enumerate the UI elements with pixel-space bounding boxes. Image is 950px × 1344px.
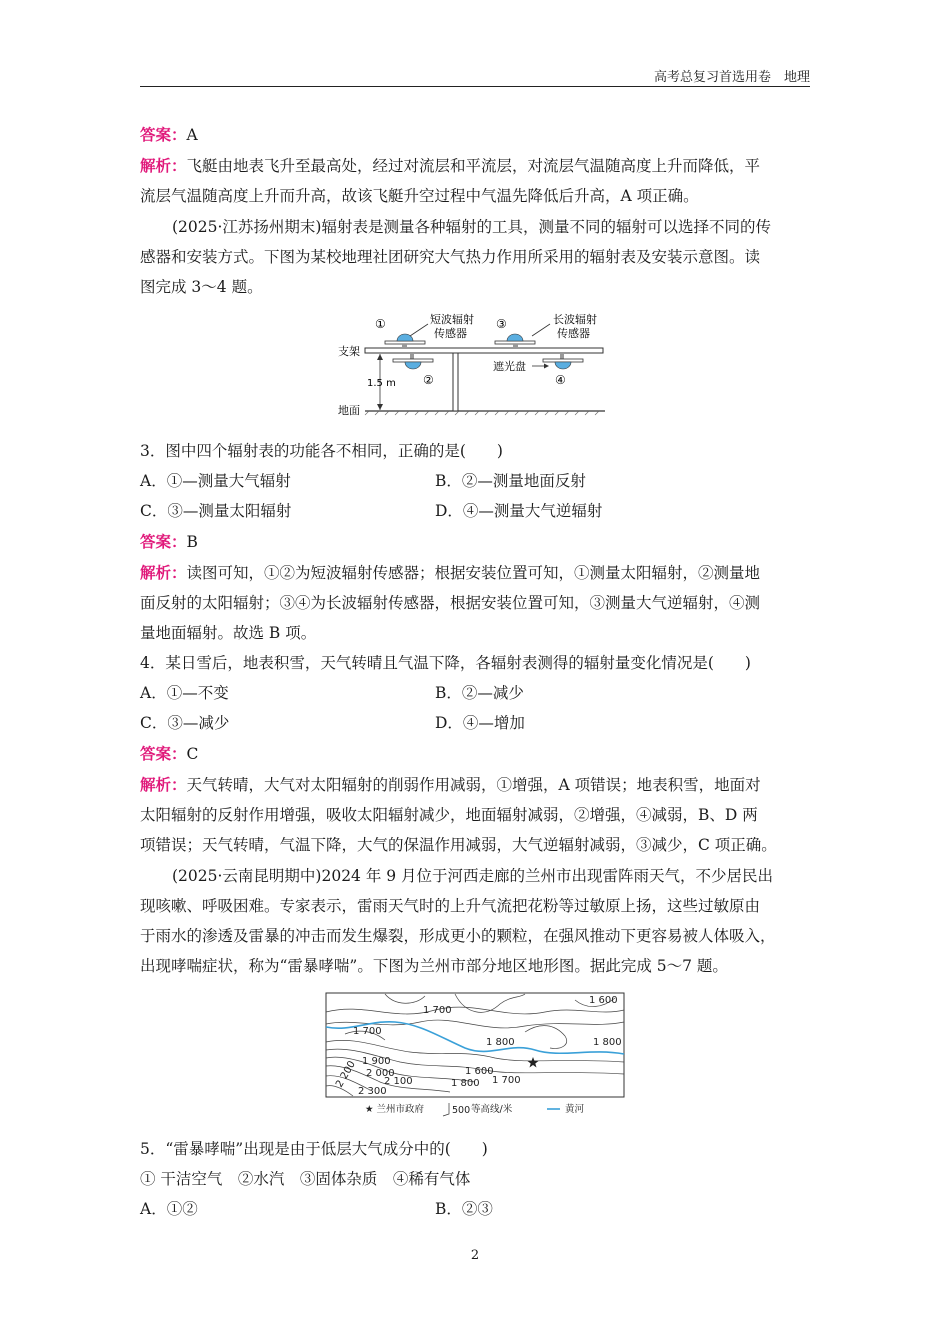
label-height: 1.5 m: [367, 378, 396, 389]
label-n2: ②: [423, 373, 434, 387]
label-short-1: 短波辐射: [430, 313, 474, 326]
legend-river-label: 黄河: [565, 1104, 585, 1115]
ground-hatching: [365, 411, 599, 415]
contour-label: 2 100: [384, 1076, 413, 1087]
legend-contour-label: 等高线/米: [471, 1104, 513, 1115]
meter-2-icon: [393, 353, 433, 369]
label-long-1: 长波辐射: [553, 313, 597, 326]
page-header: [140, 66, 810, 87]
q3-analysis-line: 面反射的太阳辐射；③④为长波辐射传感器，根据安装位置可知，③测量大气逆辐射，④测: [140, 594, 761, 612]
label-short-2: 传感器: [434, 327, 467, 340]
meter-3-icon: [495, 334, 535, 348]
intro2-line: 于雨水的渗透及雷暴的冲击而发生爆裂，形成更小的颗粒，在强风推动下更容易被人体吸入，: [140, 927, 776, 945]
label-n3: ③: [496, 317, 507, 331]
contour-label: 1 600: [465, 1066, 494, 1077]
q3-option-d[interactable]: D．④—测量大气逆辐射: [435, 502, 603, 520]
q2-answer: 答案：A: [140, 125, 198, 144]
radiation-meter-figure: [335, 308, 610, 416]
contour-label: 1 600: [589, 995, 618, 1006]
contour-label: 1 700: [353, 1026, 382, 1037]
contour-label: 1 800: [593, 1037, 622, 1048]
arrow-short: [410, 324, 428, 336]
arrow-long: [532, 324, 550, 336]
q3-option-b[interactable]: B．②—测量地面反射: [435, 472, 586, 490]
q4-option-a[interactable]: A．①—不变: [140, 684, 229, 702]
label-n4: ④: [555, 373, 566, 387]
q3-option-c[interactable]: C．③—测量太阳辐射: [140, 502, 292, 520]
contour-label: 1 800: [486, 1037, 515, 1048]
q4-option-d[interactable]: D．④—增加: [435, 714, 525, 732]
contour-label: 2 200: [334, 1059, 358, 1090]
q4-analysis-line: 太阳辐射的反射作用增强，吸收太阳辐射减少，地面辐射减弱，②增强，④减弱，B、D 两: [140, 806, 758, 824]
q3-analysis-line: 解析：读图可知，①②为短波辐射传感器；根据安装位置可知，①测量太阳辐射，②测量地: [140, 563, 761, 582]
q2-analysis-line: 解析：飞艇由地表飞升至最高处，经过对流层和平流层，对流层气温随高度上升而降低，平: [140, 156, 761, 175]
q3-analysis-line: 量地面辐射。故选 B 项。: [140, 624, 317, 642]
contour-label: 1 800: [451, 1078, 480, 1089]
legend-government: ★ 兰州市政府: [365, 1104, 425, 1115]
intro2-line: 现咳嗽、呼吸困难。专家表示，雷雨天气时的上升气流把花粉等过敏原上扬，这些过敏原由: [140, 897, 761, 915]
contour-label: 1 700: [492, 1075, 521, 1086]
intro1-line: 感器和安装方式。下图为某校地理社团研究大气热力作用所采用的辐射表及安装示意图。读: [140, 248, 761, 266]
label-ground: 地面: [338, 404, 360, 416]
label-n1: ①: [375, 317, 386, 331]
label-shade: 遮光盘: [493, 360, 526, 373]
intro1-line: (2025·江苏扬州期末)辐射表是测量各种辐射的工具，测量不同的辐射可以选择不同的传: [172, 218, 771, 236]
contour-label: 2 000: [366, 1068, 395, 1079]
bracket-post: [453, 353, 458, 411]
page-number: 2: [470, 1248, 480, 1263]
q5-option-b[interactable]: B．②③: [435, 1200, 493, 1218]
q4-option-b[interactable]: B．②—减少: [435, 684, 524, 702]
meter-4-icon: [543, 353, 583, 369]
q4-option-c[interactable]: C．③—减少: [140, 714, 230, 732]
q4-answer: 答案：C: [140, 744, 199, 763]
legend-contour-icon: [443, 1103, 449, 1116]
legend-contour-value: 500: [452, 1105, 471, 1116]
q4-analysis-line: 项错误；天气转晴，气温下降，大气的保温作用减弱，大气逆辐射减弱，③减少，C 项正确。: [140, 836, 777, 854]
contour-label: 1 700: [423, 1005, 452, 1016]
lanzhou-contour-map: [325, 992, 627, 1120]
bracket-bar: [365, 348, 603, 353]
label-long-2: 传感器: [557, 327, 590, 340]
intro1-line: 图完成 3～4 题。: [140, 278, 263, 296]
label-bracket: 支架: [338, 345, 360, 358]
intro2-line: (2025·云南昆明期中)2024 年 9 月位于河西走廊的兰州市出现雷阵雨天气，不少居民出: [172, 867, 774, 885]
q2-analysis-line: 流层气温随高度上升而升高，故该飞艇升空过程中气温先降低后升高，A 项正确。: [140, 187, 699, 205]
intro2-line: 出现哮喘症状，称为“雷暴哮喘”。下图为兰州市部分地区地形图。据此完成 5～7 题。: [140, 957, 728, 975]
map-legend: [365, 1103, 585, 1116]
contour-label: 2 300: [358, 1086, 387, 1097]
q4-stem: 4．某日雪后，地表积雪，天气转晴且气温下降，各辐射表测得的辐射量变化情况是( ): [140, 654, 751, 672]
q5-items: ① 干洁空气 ②水汽 ③固体杂质 ④稀有气体: [140, 1170, 471, 1188]
q5-option-a[interactable]: A．①②: [140, 1200, 198, 1218]
meter-1-icon: [385, 334, 425, 348]
header-title: 高考总复习首选用卷 地理: [653, 70, 810, 85]
q3-option-a[interactable]: A．①—测量大气辐射: [140, 472, 291, 490]
q5-stem: 5．“雷暴哮喘”出现是由于低层大气成分中的( ): [140, 1140, 488, 1158]
q4-analysis-line: 解析：天气转晴，大气对太阳辐射的削弱作用减弱，①增强，A 项错误；地表积雪，地面对: [140, 775, 761, 794]
q3-answer: 答案：B: [140, 532, 198, 551]
contour-label: 1 900: [362, 1056, 391, 1067]
q3-stem: 3．图中四个辐射表的功能各不相同，正确的是( ): [140, 442, 503, 460]
